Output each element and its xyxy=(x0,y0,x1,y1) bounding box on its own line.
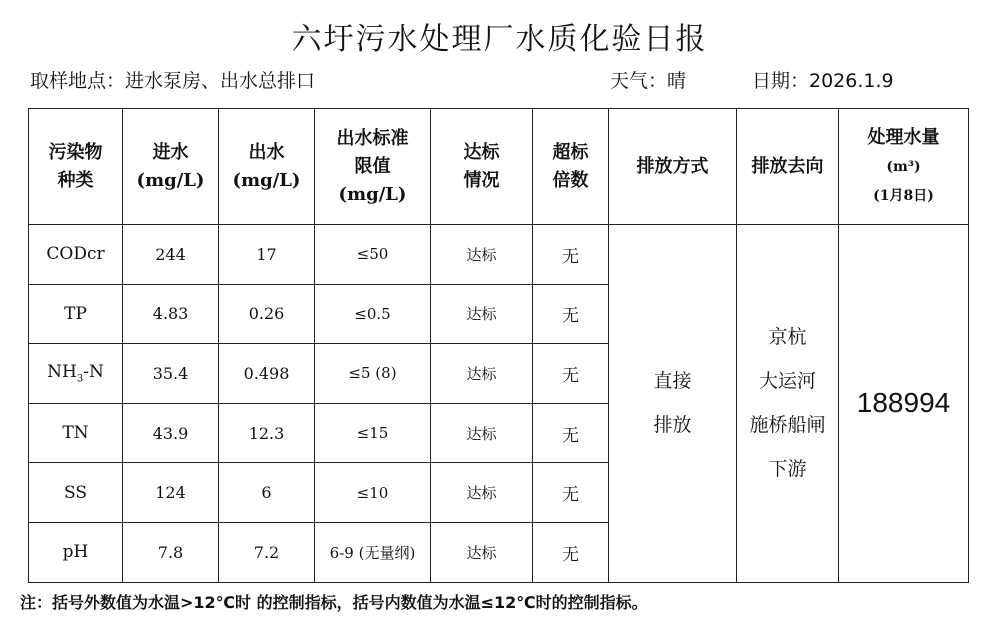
exceed-multiple: 无 xyxy=(533,463,609,523)
compliance-status: 达标 xyxy=(431,344,533,404)
effluent-value: 12.3 xyxy=(219,403,315,463)
standard-limit: 6-9 (无量纲) xyxy=(315,522,431,582)
pollutant-name: TP xyxy=(29,284,123,344)
pollutant-name: pH xyxy=(29,522,123,582)
standard-limit: ≤10 xyxy=(315,463,431,523)
influent-value: 124 xyxy=(123,463,219,523)
standard-limit: ≤0.5 xyxy=(315,284,431,344)
standard-limit: ≤50 xyxy=(315,225,431,285)
footnote: 注：括号外数值为水温>12℃时 的控制指标，括号内数值为水温≤12℃时的控制指标。 xyxy=(20,593,648,612)
standard-limit: ≤15 xyxy=(315,403,431,463)
effluent-value: 0.498 xyxy=(219,344,315,404)
report-date: 日期：2026.1.9 xyxy=(752,70,894,92)
effluent-value: 7.2 xyxy=(219,522,315,582)
sampling-location: 取样地点：进水泵房、出水总排口 xyxy=(30,70,316,92)
discharge-method: 直接 排放 xyxy=(609,225,737,583)
exceed-multiple: 无 xyxy=(533,403,609,463)
header-exceed: 超标 倍数 xyxy=(533,109,609,225)
header-influent: 进水 (mg/L) xyxy=(123,109,219,225)
compliance-status: 达标 xyxy=(431,463,533,523)
exceed-multiple: 无 xyxy=(533,225,609,285)
pollutant-name: TN xyxy=(29,403,123,463)
pollutant-name: CODcr xyxy=(29,225,123,285)
effluent-value: 17 xyxy=(219,225,315,285)
pollutant-name: $NH_3-N$ xyxy=(29,344,123,404)
header-compliance: 达标 情况 xyxy=(431,109,533,225)
table-header-row xyxy=(29,109,969,225)
header-volume: 处理水量 (m³) (1月8日) xyxy=(839,109,969,225)
effluent-value: 6 xyxy=(219,463,315,523)
pollutant-name: SS xyxy=(29,463,123,523)
treated-volume: 188994 xyxy=(839,225,969,583)
compliance-status: 达标 xyxy=(431,403,533,463)
exceed-multiple: 无 xyxy=(533,522,609,582)
header-standard: 出水标准 限值 (mg/L) xyxy=(315,109,431,225)
header-destination: 排放去向 xyxy=(737,109,839,225)
influent-value: 43.9 xyxy=(123,403,219,463)
influent-value: 35.4 xyxy=(123,344,219,404)
influent-value: 4.83 xyxy=(123,284,219,344)
table-row xyxy=(29,225,969,285)
header-method: 排放方式 xyxy=(609,109,737,225)
compliance-status: 达标 xyxy=(431,284,533,344)
discharge-destination: 京杭 大运河 施桥船闸 下游 xyxy=(737,225,839,583)
weather: 天气：晴 xyxy=(610,70,687,92)
exceed-multiple: 无 xyxy=(533,344,609,404)
compliance-status: 达标 xyxy=(431,522,533,582)
water-quality-table xyxy=(28,108,969,583)
influent-value: 244 xyxy=(123,225,219,285)
standard-limit: ≤5 (8) xyxy=(315,344,431,404)
report-title: 六圩污水处理厂水质化验日报 xyxy=(291,22,708,57)
effluent-value: 0.26 xyxy=(219,284,315,344)
header-pollutant: 污染物 种类 xyxy=(29,109,123,225)
compliance-status: 达标 xyxy=(431,225,533,285)
exceed-multiple: 无 xyxy=(533,284,609,344)
header-effluent: 出水 (mg/L) xyxy=(219,109,315,225)
influent-value: 7.8 xyxy=(123,522,219,582)
